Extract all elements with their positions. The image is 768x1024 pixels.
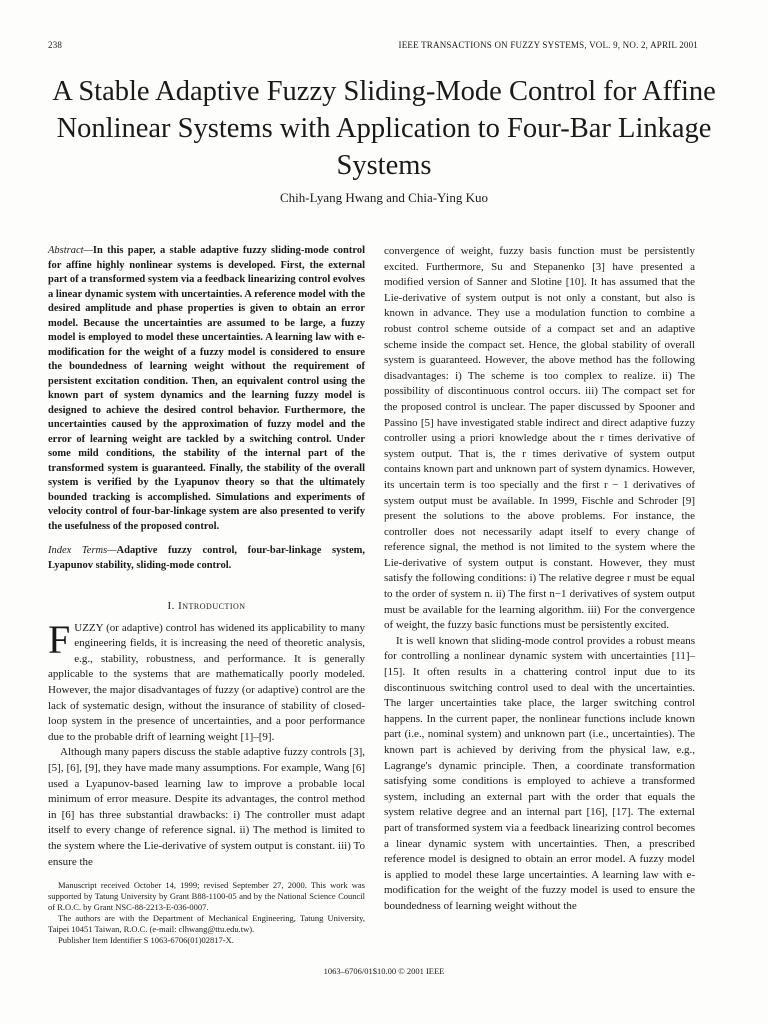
abstract [48, 244, 365, 534]
section-heading [48, 599, 365, 615]
intro-paragraph-2: Although many papers discuss the stable adaptive fuzzy controls [3], [5], [6], [9], they have made many assumptions. For example, Wang [6] used a Lyapunov-based learning law to improve a probable local minimum of error measure. Despite its advantages, the control method in [6] has three substantial drawbacks: i) The controller must adapt itself to every change of reference signal. ii) The method is limited to the system where the Lie-derivative of system output is constant. iii) To ensure the [48, 746, 365, 868]
right-column [384, 244, 695, 915]
footnote-manuscript: Manuscript received October 14, 1999; revised September 27, 2000. This work was supported by Tatung University by Grant B88-1100-05 and by the National Science Council of R.O.C. by Grant NSC-88-2213-E-036-0007. [48, 880, 365, 912]
running-header [48, 40, 698, 54]
journal-header: IEEE TRANSACTIONS ON FUZZY SYSTEMS, VOL. 9, NO. 2, APRIL 2001 [398, 40, 698, 50]
intro-paragraph-1 [48, 616, 365, 746]
footnote-identifier: Publisher Item Identifier S 1063-6706(01)02817-X. [58, 935, 234, 945]
left-column [48, 244, 365, 870]
drop-cap: F [48, 616, 71, 662]
copyright-footer: 1063–6706/01$10.00 © 2001 IEEE [323, 966, 445, 976]
paper-title: A Stable Adaptive Fuzzy Sliding-Mode Control for Affine Nonlinear Systems with Application to Four-Bar Linkage Systems [52, 76, 716, 181]
right-paragraph-2: It is well known that sliding-mode control provides a robust means for controlling a nonlinear dynamic system with uncertainties [11]–[15]. It often results in a chattering control input due to its discontinuous switching control used to deal with the uncertainties. The larger uncertainties take place, the larger switching control happens. In the current paper, the nonlinear functions include known part (i.e., nominal system) and unknown part (i.e., uncertainties). The known part is achieved by deriving from the physical law, e.g., Lagrange's dynamic principle. Then, a coordinate transformation satisfying some conditions is employed to achieve a transformed system, including an external part with the order that equals the system relative degree and an internal part [16], [17]. The external part of transformed system via a feedback linearizing control becomes a linear dynamic system with uncertainties. Then, a prescribed reference model is designed to obtain an error model. A fuzzy model is applied to model these large uncertainties. A learning law with e-modification for the weight of the fuzzy model is used to ensure the boundedness of learning weight without the [384, 634, 695, 912]
right-paragraph-1: convergence of weight, fuzzy basis function must be persistently excited. Furthermore, Su and Stepanenko [3] have presented a modified version of Sanner and Slotine [10]. It has assumed that the Lie-derivative of system output is not only a constant, but also is known in advance. They use a modulation function to combine a robust control scheme outside of a compact set and an adaptive scheme inside the compact set. Hence, the global stability of overall system is guaranteed. However, the above method has the following disadvantages: i) The scheme is too complex to realize. ii) The possibility of discontinuous control occurs. iii) The compact set for the proposed control is unclear. The paper discussed by Spooner and Passino [5] have investigated stable indirect and direct adaptive fuzzy controller using a priori knowledge about the r times derivative of system output. That is, the r times derivative of system output contains known part and unknown part of system dynamics. However, its uncertain term is too specially and the first r − 1 derivatives of system output must be available. In 1999, Fischle and Schroder [9] present the solutions to the above problems. For instance, the controller does not necessarily adapt itself to every change of reference signal, the method is not limited to the system where the Lie-derivative of system output is constant. However, they must satisfy the following conditions: i) The relative degree r must be equal to the order of system n. ii) The first n−1 derivatives of system output must be available for the learning algorithm. iii) For the convergence of weight, the fuzzy basic functions must be persistently excited. [384, 245, 695, 632]
index-terms [48, 544, 365, 573]
index-terms-label: Index Terms— [48, 545, 117, 556]
index-terms-text: Adaptive fuzzy control, four-bar-linkage system, Lyapunov stability, sliding-mode control. [48, 545, 365, 571]
page-number: 238 [48, 40, 63, 50]
abstract-label: Abstract— [48, 245, 93, 256]
intro-paragraph-1-text: UZZY (or adaptive) control has widened its applicability to many engineering fields, it is increasing the need of theoretic analysis, e.g., stability, robustness, and performance. It is generally applicable to the systems that are mathematically poorly modeled. However, the major disadvantages of fuzzy (or adaptive) control are the lack of systematic design, without the insurance of stability of closed-loop system in the presence of uncertainties, and a poor performance due to the probable drift of learning weight [1]–[9]. [48, 621, 365, 743]
section-title: Introduction [178, 600, 246, 612]
paper-authors: Chih-Lyang Hwang and Chia-Ying Kuo [280, 190, 488, 205]
section-number: I. [167, 600, 175, 612]
footnote [48, 880, 365, 946]
abstract-text: In this paper, a stable adaptive fuzzy sliding-mode control for affine highly nonlinear systems is developed. First, the external part of a transformed system via a feedback linearizing control evolves a linear dynamic system with uncertainties. A reference model with the desired amplitude and phase properties is given to obtain an error model. Because the uncertainties are assumed to be large, a fuzzy model is employed to model these uncertainties. A learning law with e-modification for the weight of a fuzzy model is considered to ensure the boundedness of learning weight without the requirement of persistent excitation condition. Then, an equivalent control using the known part of system dynamics and the learning fuzzy model is designed to achieve the desired control behavior. Furthermore, the uncertainties caused by the approximation of fuzzy model and the error of learning weight are tackled by a switching control. Under some mild conditions, the stability of the internal part of the transformed system is guaranteed. Finally, the stability of the overall system is verified by the Lyapunov theory so that the ultimately bounded tracking is accomplished. Simulations and experiments of velocity control of four-bar-linkage system are also presented to verify the usefulness of the proposed control. [48, 245, 365, 532]
footnote-authors: The authors are with the Department of Mechanical Engineering, Tatung University, Taipei 10451 Taiwan, R.O.C. (e-mail: clhwang@ttu.edu.tw). [48, 913, 365, 934]
